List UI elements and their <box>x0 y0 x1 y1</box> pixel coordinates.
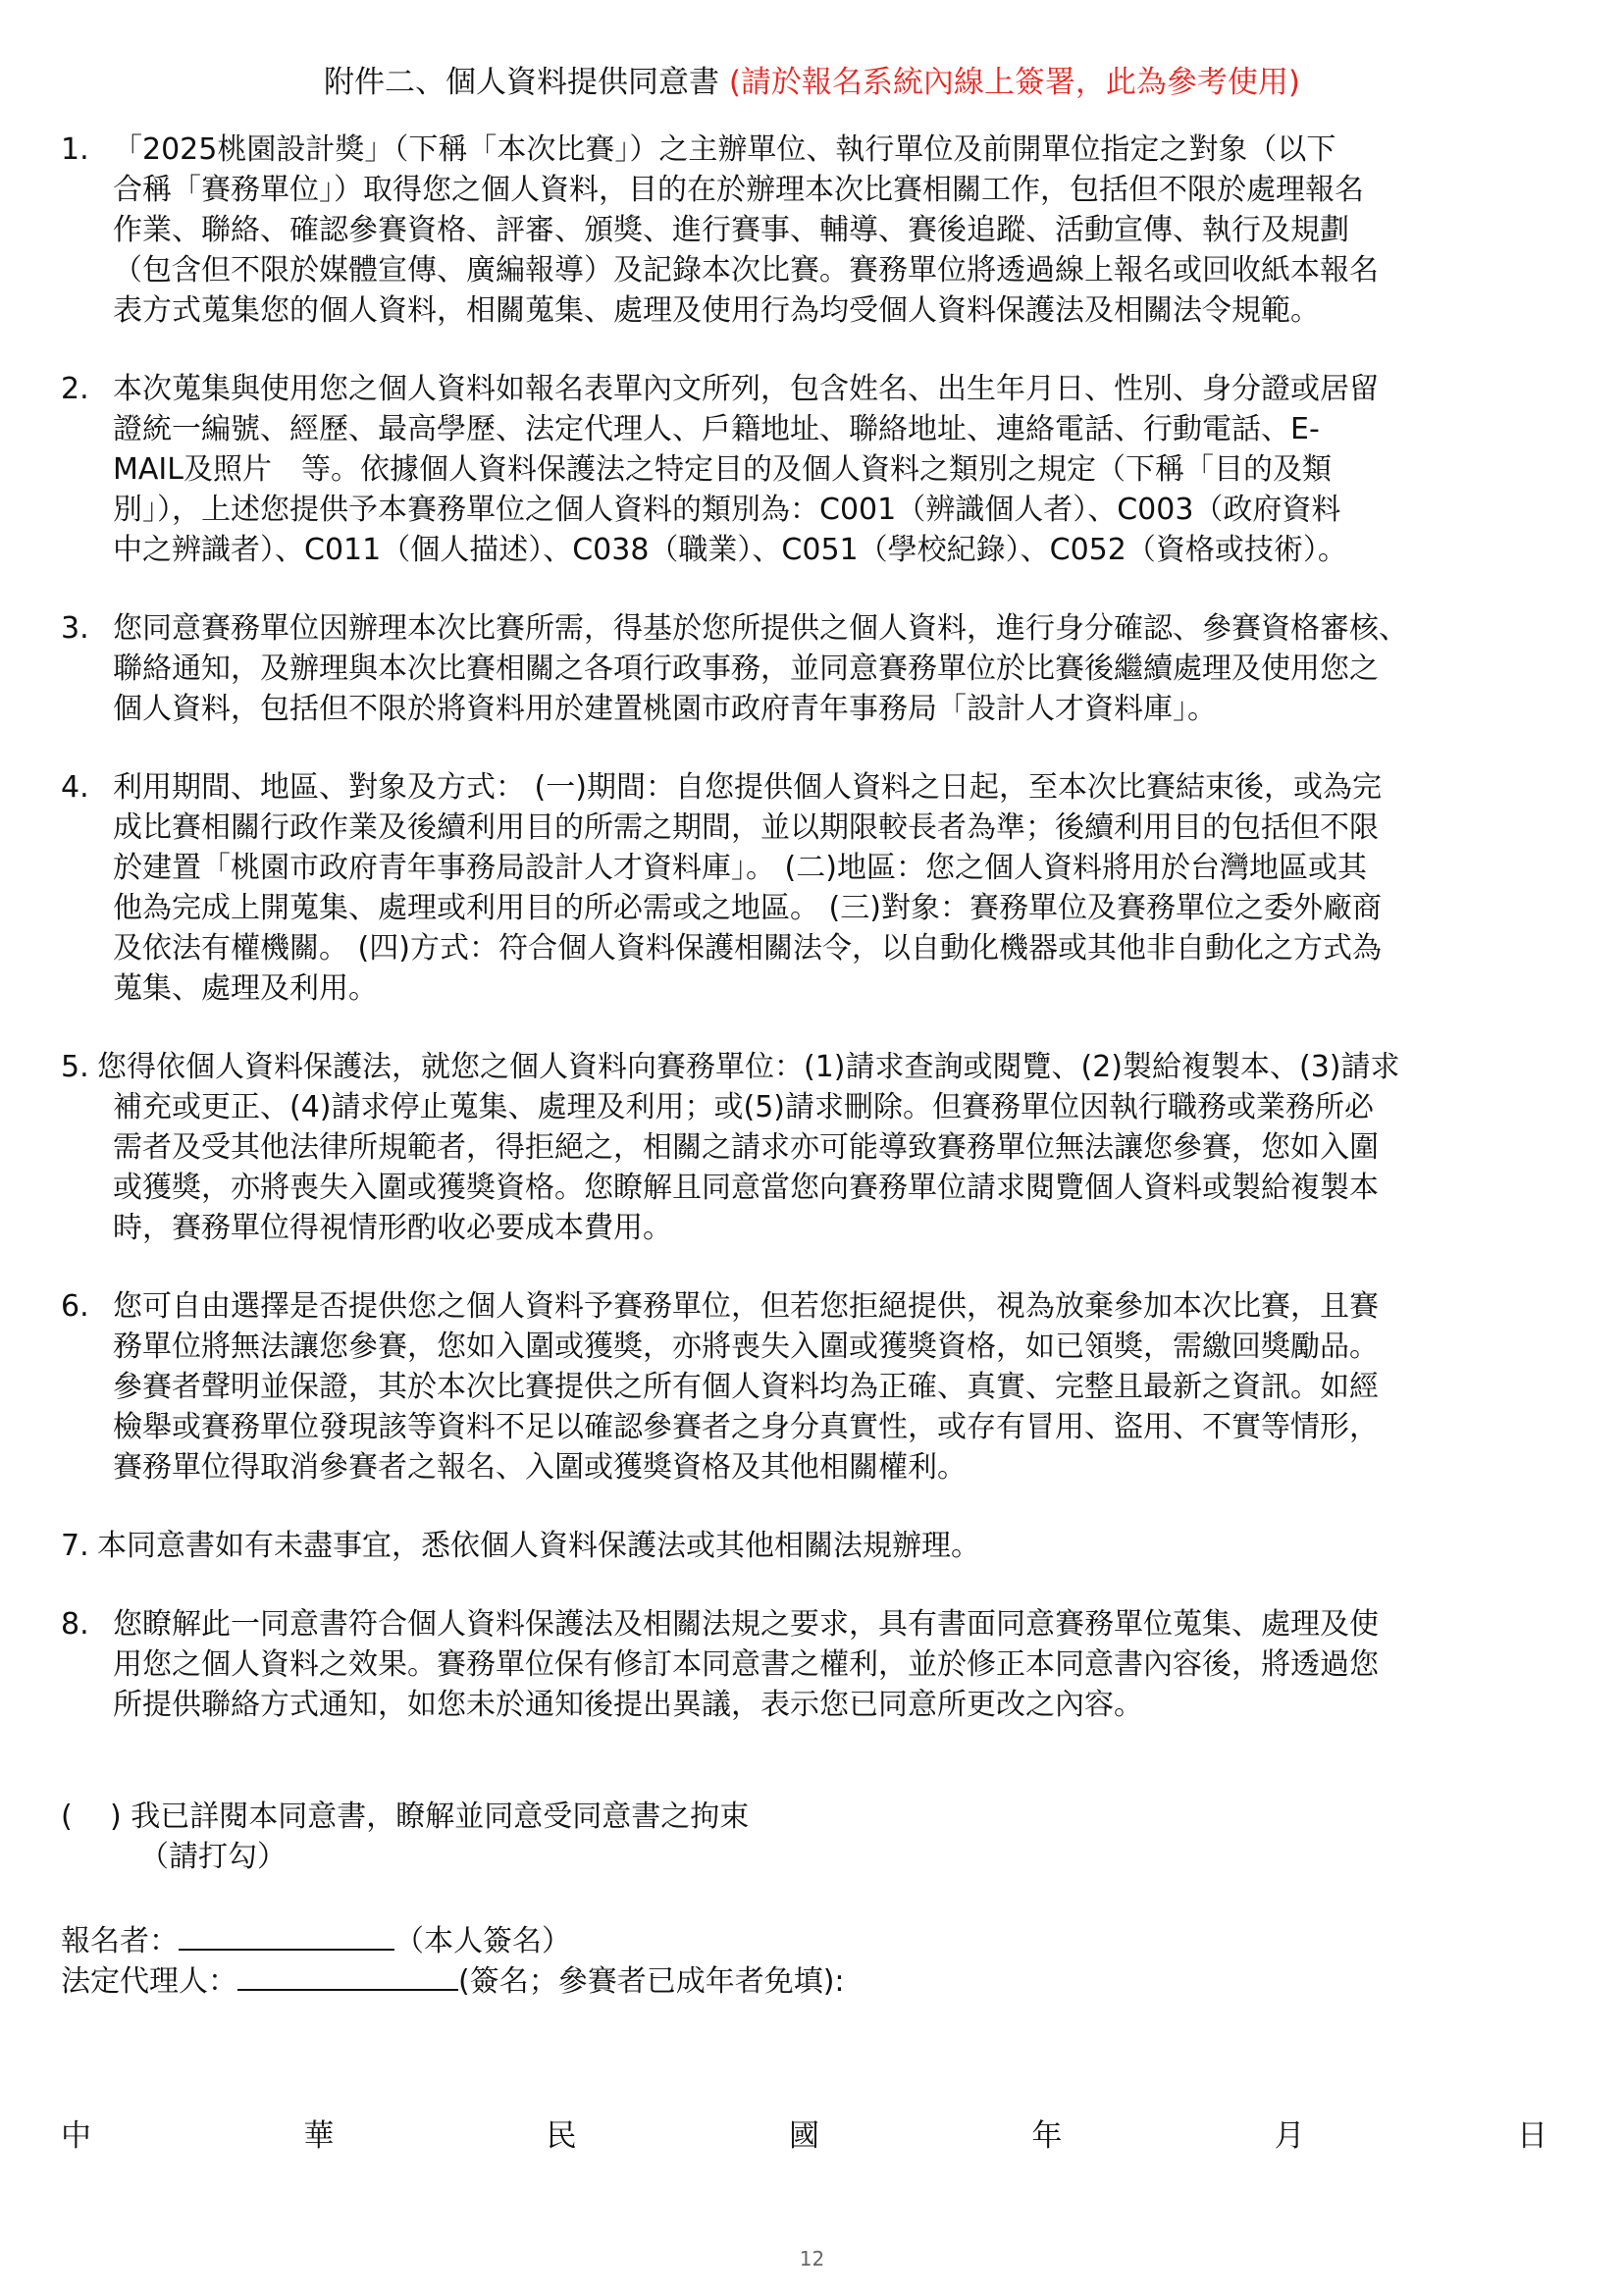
clause-item-6 <box>61 1286 1572 1487</box>
clause-line: 個人資料，包括但不限於將資料用於建置桃園市政府青年事務局「設計人才資料庫」。 <box>113 692 1217 726</box>
clause-line: 您同意賽務單位因辦理本次比賽所需，得基於您所提供之個人資料，進行身分確認、參賽資格審核、 <box>113 611 1408 646</box>
clause-line: 表方式蒐集您的個人資料，相關蒐集、處理及使用行為均受個人資料保護法及相關法令規範。 <box>113 293 1320 328</box>
date-char: 月 <box>1274 2118 1305 2154</box>
clause-line: 中之辨識者）、C011（個人描述）、C038（職業）、C051（學校紀錄）、C052（資格或技術）。 <box>113 533 1347 567</box>
clause-line: 證統一編號、經歷、最高學歷、法定代理人、戶籍地址、聯絡地址、連絡電話、行動電話、E- <box>113 412 1320 446</box>
clause-line: 賽務單位得取消參賽者之報名、入圍或獲獎資格及其他相關權利。 <box>113 1450 967 1485</box>
title-main: 附件二、個人資料提供同意書 <box>323 65 719 100</box>
clause-line: 您可自由選擇是否提供您之個人資料予賽務單位，但若您拒絕提供，視為放棄參加本次比賽，且賽 <box>113 1289 1379 1324</box>
clause-number: 5. <box>61 1050 89 1084</box>
clause-line: 合稱「賽務單位」）取得您之個人資料，目的在於辦理本次比賽相關工作，包括但不限於處理報名 <box>113 173 1364 207</box>
date-char: 華 <box>303 2118 335 2154</box>
clause-line: 務單位將無法讓您參賽，您如入圍或獲獎，亦將喪失入圍或獲獎資格，如已領獎，需繳回獎勵品。 <box>113 1330 1379 1364</box>
consent-statement: 我已詳閱本同意書，瞭解並同意受同意書之拘束 <box>131 1800 750 1834</box>
clause-line: 聯絡通知，及辦理與本次比賽相關之各項行政事務，並同意賽務單位於比賽後繼續處理及使用您之 <box>113 652 1379 686</box>
guardian-label: 法定代理人： <box>61 1964 237 1999</box>
clause-number: 2. <box>61 372 89 406</box>
clause-number: 8. <box>61 1607 89 1642</box>
clause-line: 您得依個人資料保護法，就您之個人資料向賽務單位：(1)請求查詢或閱覽、(2)製給複製本、(3)請求 <box>97 1050 1400 1084</box>
date-line <box>61 2114 1547 2158</box>
clause-line: 或獲獎，亦將喪失入圍或獲獎資格。您瞭解且同意當您向賽務單位請求閱覽個人資料或製給複製本 <box>113 1171 1379 1205</box>
clause-line: 「2025桃園設計獎」（下稱「本次比賽」）之主辦單位、執行單位及前開單位指定之對象（以下 <box>113 132 1336 167</box>
signature-block <box>61 1921 845 2002</box>
clause-number: 1. <box>61 132 89 167</box>
guardian-signature-line[interactable] <box>237 1961 458 1991</box>
page-title <box>0 61 1624 104</box>
clause-number: 7. <box>61 1529 89 1563</box>
applicant-label: 報名者： <box>61 1924 179 1958</box>
clause-line: 本次蒐集與使用您之個人資料如報名表單內文所列，包含姓名、出生年月日、性別、身分證或居留 <box>113 372 1379 406</box>
clause-line: 蒐集、處理及利用。 <box>113 971 378 1006</box>
title-note: (請於報名系統內線上簽署，此為參考使用) <box>728 65 1301 100</box>
clause-item-1 <box>61 130 1572 331</box>
clause-line: 補充或更正、(4)請求停止蒐集、處理及利用；或(5)請求刪除。但賽務單位因執行職務或業務所必 <box>113 1090 1374 1124</box>
date-char: 中 <box>61 2118 91 2154</box>
consent-checkbox[interactable] <box>61 1797 110 1837</box>
date-char: 年 <box>1031 2118 1063 2154</box>
clause-line: 參賽者聲明並保證，其於本次比賽提供之所有個人資料均為正確、真實、完整且最新之資訊。如經 <box>113 1370 1379 1404</box>
clause-item-3 <box>61 608 1572 729</box>
clause-line: 時，賽務單位得視情形酌收必要成本費用。 <box>113 1211 672 1245</box>
applicant-signature-row <box>61 1921 845 1961</box>
clause-list <box>61 130 1572 1763</box>
clause-line: 別」），上述您提供予本賽務單位之個人資料的類別為：C001（辨識個人者）、C003（政府資料 <box>113 493 1341 527</box>
date-char: 日 <box>1516 2118 1547 2154</box>
checkbox-open-paren: ( <box>61 1800 73 1834</box>
clause-line: MAIL及照片 等。依據個人資料保護法之特定目的及個人資料之類別之規定（下稱「目的及類 <box>113 452 1332 487</box>
clause-number: 3. <box>61 611 89 646</box>
clause-line: 作業、聯絡、確認參賽資格、評審、頒獎、進行賽事、輔導、賽後追蹤、活動宣傳、執行及規劃 <box>113 213 1349 247</box>
clause-line: 需者及受其他法律所規範者，得拒絕之，相關之請求亦可能導致賽務單位無法讓您參賽，您如入圍 <box>113 1130 1379 1165</box>
clause-line: 本同意書如有未盡事宜，悉依個人資料保護法或其他相關法規辦理。 <box>97 1529 980 1563</box>
clause-line: 及依法有權機關。 (四)方式：符合個人資料保護相關法令，以自動化機器或其他非自動化之方式為 <box>113 931 1382 965</box>
consent-row <box>61 1797 749 1837</box>
consent-hint: （請打勾） <box>139 1840 287 1874</box>
clause-line: 用您之個人資料之效果。賽務單位保有修訂本同意書之權利，並於修正本同意書內容後，將透過您 <box>113 1647 1379 1682</box>
guardian-signature-row <box>61 1961 845 2002</box>
clause-line: 他為完成上開蒐集、處理或利用目的所必需或之地區。 (三)對象：賽務單位及賽務單位之委外廠商 <box>113 891 1382 925</box>
clause-number: 4. <box>61 770 89 805</box>
checkbox-close-paren: ) <box>110 1800 122 1834</box>
guardian-note: (簽名；參賽者已成年者免填): <box>458 1964 845 1999</box>
clause-line: 所提供聯絡方式通知，如您未於通知後提出異議，表示您已同意所更改之內容。 <box>113 1688 1143 1722</box>
clause-item-7 <box>61 1526 1572 1566</box>
clause-line: 利用期間、地區、對象及方式： (一)期間：自您提供個人資料之日起，至本次比賽結束後，或為完 <box>113 770 1382 805</box>
clause-line: 檢舉或賽務單位發現該等資料不足以確認參賽者之身分真實性，或存有冒用、盜用、不實等情形， <box>113 1410 1379 1444</box>
clause-line: 成比賽相關行政作業及後續利用目的所需之期間，並以期限較長者為準；後續利用目的包括但不限 <box>113 810 1379 845</box>
clause-line: 您瞭解此一同意書符合個人資料保護法及相關法規之要求，具有書面同意賽務單位蒐集、處理及使 <box>113 1607 1379 1642</box>
applicant-note: （本人簽名） <box>394 1924 571 1958</box>
consent-block <box>61 1797 749 1877</box>
clause-item-8 <box>61 1604 1572 1725</box>
clause-item-4 <box>61 767 1572 1009</box>
date-char: 民 <box>546 2118 577 2154</box>
clause-number: 6. <box>61 1289 89 1324</box>
applicant-signature-line[interactable] <box>179 1921 394 1951</box>
clause-line: 於建置「桃園市政府青年事務局設計人才資料庫」。 (二)地區：您之個人資料將用於台灣地區或其 <box>113 851 1367 885</box>
page-number: 12 <box>799 2247 825 2270</box>
clause-line: （包含但不限於媒體宣傳、廣編報導）及記錄本次比賽。賽務單位將透過線上報名或回收紙本報名 <box>113 253 1379 287</box>
clause-item-2 <box>61 369 1572 570</box>
clause-item-5 <box>61 1047 1572 1248</box>
date-char: 國 <box>788 2118 819 2154</box>
